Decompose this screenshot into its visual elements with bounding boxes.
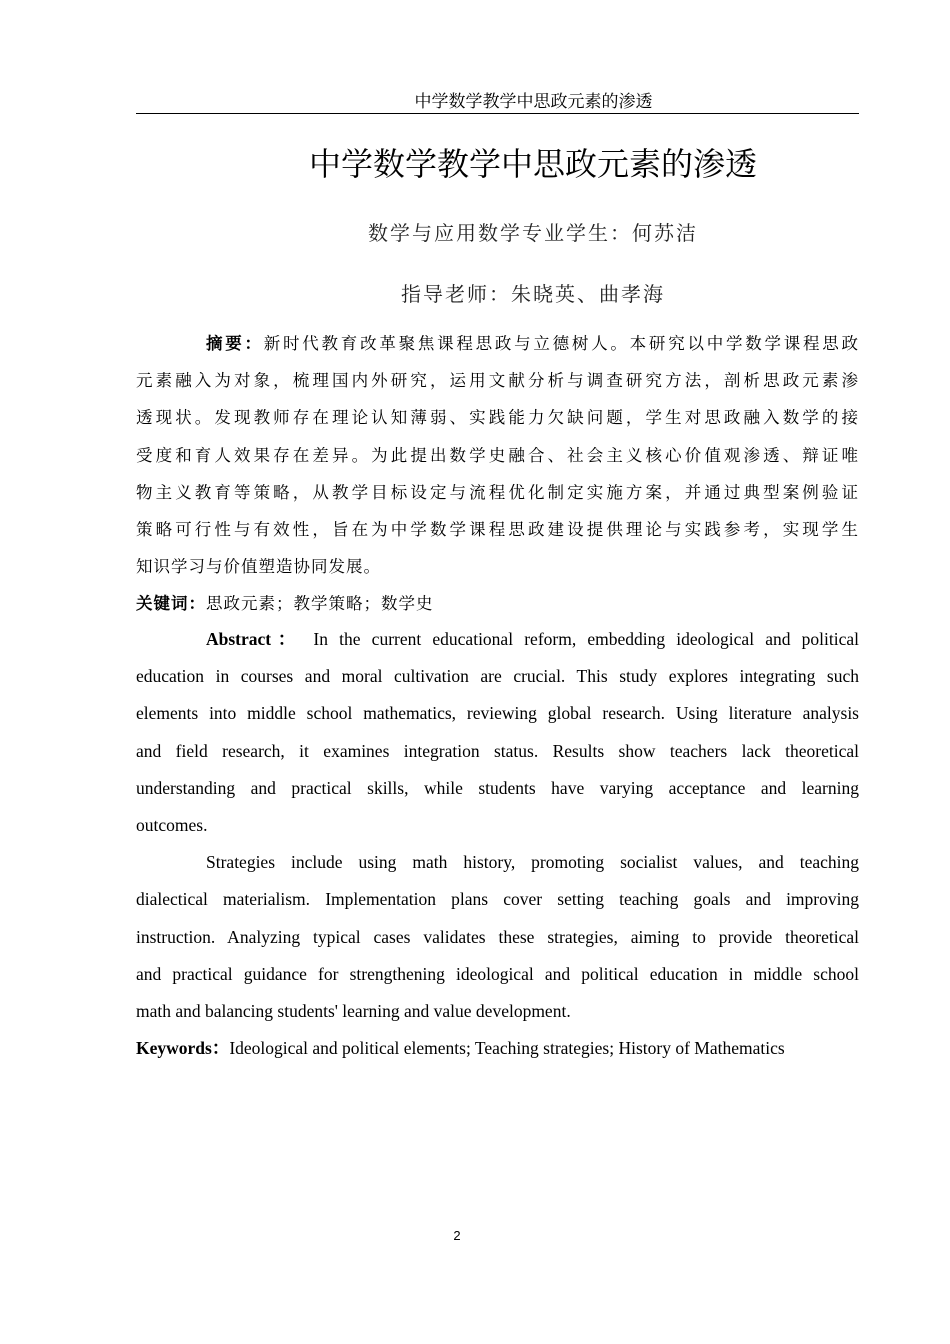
abstract-en-line: and practical guidance for strengthening ideological and political education in middle school <box>136 963 859 984</box>
abstract-zh <box>136 325 859 623</box>
abstract-en-line: math and balancing students' learning and value development. <box>136 1000 571 1021</box>
abstract-zh-line: 受度和育人效果存在差异。为此提出数学史融合、社会主义核心价值观渗透、辩证唯 <box>136 445 859 465</box>
abstract-en-line: dialectical materialism. Implementation plans cover setting teaching goals and improving <box>136 889 859 910</box>
abstract-en-text: In the current educational reform, embedding ideological and political <box>313 629 860 649</box>
abstract-en <box>136 621 859 1067</box>
abstract-en-line: elements into middle school mathematics, reviewing global research. Using literature analysis <box>136 703 859 724</box>
abstract-en-line: and field research, it examines integration status. Results show teachers lack theoretical <box>136 740 859 761</box>
abstract-zh-line: 知识学习与价值塑造协同发展。 <box>136 557 381 577</box>
advisor-line: 指导老师：朱晓英、曲孝海 <box>401 282 665 306</box>
abstract-en-label: Abstract： <box>206 629 303 649</box>
author-line: 数学与应用数学专业学生：何苏洁 <box>368 221 698 245</box>
abstract-en-line <box>136 621 859 658</box>
keywords-en-label: Keywords： <box>136 1038 230 1059</box>
abstract-zh-line: 元素融入为对象，梳理国内外研究，运用文献分析与调查研究方法，剖析思政元素渗 <box>136 371 859 391</box>
keywords-en-text: Ideological and political elements; Teaching strategies; History of Mathematics <box>229 1038 785 1059</box>
abstract-zh-line <box>136 325 859 362</box>
abstract-zh-line: 物主义教育等策略，从教学目标设定与流程优化制定实施方案，并通过典型案例验证 <box>136 482 859 502</box>
keywords-zh <box>136 585 859 622</box>
abstract-zh-line: 透现状。发现教师存在理论认知薄弱、实践能力欠缺问题，学生对思政融入数学的接 <box>136 408 859 428</box>
abstract-en-line: Strategies include using math history, promoting socialist values, and teaching <box>206 852 859 873</box>
keywords-zh-text: 思政元素；教学策略；数学史 <box>206 594 434 614</box>
page-title: 中学数学教学中思政元素的渗透 <box>308 145 757 183</box>
running-header: 中学数学教学中思政元素的渗透 <box>136 90 859 114</box>
abstract-zh-text: 新时代教育改革聚焦课程思政与立德树人。本研究以中学数学课程思政 <box>263 334 860 353</box>
keywords-en <box>136 1030 859 1067</box>
abstract-zh-line: 策略可行性与有效性，旨在为中学数学课程思政建设提供理论与实践参考，实现学生 <box>136 519 859 539</box>
abstract-en-line: instruction. Analyzing typical cases validates these strategies, aiming to provide theoretical <box>136 926 859 947</box>
abstract-zh-label: 摘要： <box>206 334 264 353</box>
abstract-en-line: understanding and practical skills, while students have varying acceptance and learning <box>136 777 859 798</box>
abstract-en-line: outcomes. <box>136 814 208 835</box>
abstract-en-line: education in courses and moral cultivation are crucial. This study explores integrating such <box>136 666 859 687</box>
page-number: 2 <box>453 1228 461 1243</box>
keywords-zh-label: 关键词： <box>136 594 206 614</box>
